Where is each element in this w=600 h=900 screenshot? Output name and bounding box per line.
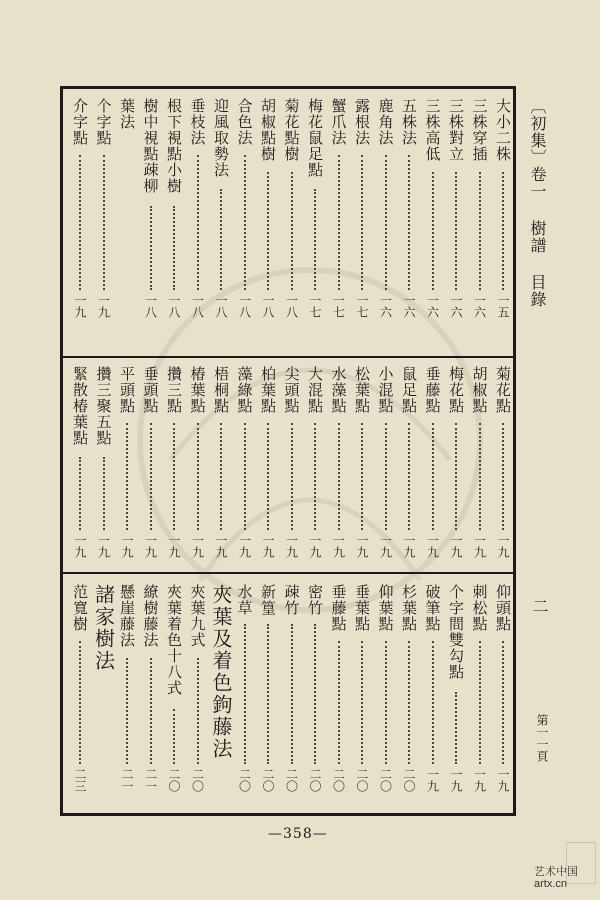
toc-entry-page: 一九 [425, 534, 440, 558]
toc-entry-title: 繚樹藤法 [141, 584, 160, 648]
toc-entry-title: 平頭點 [118, 366, 136, 414]
leader-dots [338, 423, 340, 530]
toc-entry-title: 大小二株 [494, 98, 512, 162]
leader-dots [126, 423, 128, 530]
site-logo-url: artx.cn [534, 878, 568, 890]
toc-entry-title: 大混點 [306, 366, 324, 414]
toc-entry-page: 一九 [284, 534, 299, 558]
leader-dots [126, 658, 128, 764]
leader-dots [173, 206, 175, 290]
toc-entry-page: 二〇 [237, 768, 252, 792]
toc-entry-title: 仰葉點 [376, 584, 395, 632]
toc-entry-title: 柏葉點 [259, 366, 277, 414]
leader-dots [385, 641, 387, 764]
leader-dots [314, 189, 316, 290]
site-logo [534, 866, 578, 890]
leader-dots [408, 641, 410, 764]
toc-entry-page: 二〇 [331, 768, 346, 792]
toc-entry-title: 梧桐點 [212, 366, 230, 414]
toc-entry-title: 合色法 [235, 98, 254, 146]
toc-entry-page: 一九 [355, 534, 369, 558]
toc-entry-title: 五株法 [400, 98, 418, 146]
toc-entry-page: 二一 [143, 768, 158, 792]
leader-dots [338, 155, 340, 290]
leader-dots [244, 423, 246, 530]
section-divider [60, 356, 516, 358]
toc-entry-page: 一九 [96, 534, 111, 558]
toc-entry-title: 露根法 [353, 98, 371, 146]
leader-dots [291, 172, 293, 290]
section-divider [60, 572, 516, 574]
leader-dots [455, 692, 457, 764]
toc-entry-page: 一九 [496, 768, 510, 792]
leader-dots [432, 172, 434, 290]
toc-entry-title: 刺松點 [470, 584, 489, 632]
leader-dots [267, 423, 269, 530]
leader-dots [408, 155, 410, 290]
toc-entry-title: 尖頭點 [282, 366, 301, 414]
toc-entry-page: 二〇 [167, 768, 181, 792]
leader-dots [314, 423, 316, 530]
toc-entry-page: 一八 [261, 294, 275, 318]
leader-dots [197, 155, 199, 290]
leader-dots [479, 172, 481, 290]
toc-entry-title: 松葉點 [353, 366, 371, 414]
toc-entry-page: 一八 [167, 294, 181, 318]
toc-entry-page: 一七 [308, 294, 322, 318]
toc-entry-page: 一六 [425, 294, 440, 318]
toc-entry-page: 一六 [472, 294, 487, 318]
toc-entry-title: 鹿角法 [376, 98, 395, 146]
toc-entry-page: 一九 [237, 534, 252, 558]
leader-dots [150, 423, 152, 530]
leader-dots [502, 641, 504, 764]
leader-dots [361, 155, 363, 290]
leader-dots [502, 423, 504, 530]
leader-dots [103, 155, 105, 290]
toc-entry-title: 个字間雙勾點 [447, 584, 465, 680]
toc-entry-page: 二〇 [308, 768, 322, 792]
toc-entry-title: 密竹 [306, 584, 324, 616]
leader-dots [408, 423, 410, 530]
toc-entry-page: 二〇 [284, 768, 299, 792]
toc-entry-title: 攢三點 [165, 366, 183, 414]
leader-dots [385, 423, 387, 530]
toc-entry-page: 一九 [73, 534, 87, 558]
leader-dots [432, 641, 434, 764]
toc-entry-title: 椿葉點 [188, 366, 207, 414]
leader-dots [150, 206, 152, 290]
leader-dots [173, 423, 175, 530]
toc-entry-page: 一八 [190, 294, 205, 318]
leader-dots [267, 624, 269, 764]
leader-dots [79, 457, 81, 530]
leader-dots [291, 624, 293, 764]
toc-entry-page: 一九 [143, 534, 158, 558]
toc-entry-page: 二〇 [190, 768, 205, 792]
section-marker: 二 [530, 598, 549, 615]
leader-dots [455, 172, 457, 290]
toc-entry-title: 藻綠點 [235, 366, 254, 414]
leader-dots [267, 172, 269, 290]
toc-entry-page: 一九 [167, 534, 181, 558]
leader-dots [479, 641, 481, 764]
leader-dots [455, 423, 457, 530]
toc-entry-title: 樹中視點疎柳 [141, 98, 160, 194]
leader-dots [502, 172, 504, 290]
toc-entry-title: 夾葉九式 [188, 584, 207, 648]
toc-entry-title: 夾葉着色十八式 [165, 584, 183, 696]
toc-entry-title: 仰頭點 [494, 584, 512, 632]
leader-dots [79, 155, 81, 290]
toc-entry-title: 水草 [235, 584, 254, 616]
toc-entry-title: 介字點 [71, 98, 89, 146]
toc-entry-title: 胡椒點樹 [259, 98, 277, 162]
toc-entry-title: 三株穿插 [470, 98, 489, 162]
leader-dots [291, 423, 293, 530]
toc-entry-title: 迎風取勢法 [212, 98, 230, 178]
toc-entry-page: 一九 [449, 534, 463, 558]
leader-dots [361, 641, 363, 764]
site-logo-cn: 艺术中国 [534, 866, 578, 878]
leader-dots [220, 423, 222, 530]
toc-entry-page: 一七 [355, 294, 369, 318]
toc-entry-title: 杉葉點 [400, 584, 418, 632]
toc-entry-title: 垂頭點 [141, 366, 160, 414]
toc-entry-title: 懸崖藤法 [118, 584, 136, 648]
toc-entry-page: 一九 [73, 294, 87, 318]
leader-dots [314, 624, 316, 764]
page-folio: —358— [268, 826, 328, 842]
toc-entry-page: 一九 [120, 534, 134, 558]
toc-section-heading: 夾葉及着色鉤藤法 [209, 584, 233, 760]
toc-entry-page: 一七 [331, 294, 346, 318]
toc-entry-page: 二〇 [402, 768, 416, 792]
leader-dots [244, 155, 246, 290]
toc-entry-title: 垂藤點 [423, 366, 442, 414]
toc-entry-title: 垂葉點 [353, 584, 371, 632]
toc-entry-title: 菊花點樹 [282, 98, 301, 162]
toc-entry-title: 根下視點小樹 [165, 98, 183, 194]
toc-entry-title: 垂枝法 [188, 98, 207, 146]
toc-entry-title: 梅花點 [447, 366, 465, 414]
toc-entry-title: 胡椒點 [470, 366, 489, 414]
toc-entry-page: 一九 [449, 768, 463, 792]
toc-entry-title: 三株對立 [447, 98, 465, 162]
toc-entry-title: 三株高低 [423, 98, 442, 162]
toc-entry-title: 范寬樹 [71, 584, 89, 632]
toc-entry-page: 一九 [261, 534, 275, 558]
toc-entry-page: 二〇 [378, 768, 393, 792]
toc-entry-page: 一九 [190, 534, 205, 558]
toc-entry-page: 一六 [402, 294, 416, 318]
leader-dots [79, 641, 81, 764]
toc-entry-title: 疎竹 [282, 584, 301, 616]
leader-dots [197, 658, 199, 764]
toc-entry-page: 一九 [425, 768, 440, 792]
toc-entry-page: 一五 [496, 294, 510, 318]
toc-entry-title: 水藻點 [329, 366, 348, 414]
toc-entry-title: 梅花鼠足點 [306, 98, 324, 178]
leader-dots [338, 641, 340, 764]
leader-dots [385, 155, 387, 290]
toc-entry-page: 一八 [143, 294, 158, 318]
leader-dots [244, 624, 246, 764]
toc-entry-title: 鼠足點 [400, 366, 418, 414]
leader-dots [432, 423, 434, 530]
toc-entry-page: 一九 [214, 534, 228, 558]
toc-entry-page: 一九 [331, 534, 346, 558]
toc-entry-page: 一九 [402, 534, 416, 558]
toc-entry-page: 一九 [472, 534, 487, 558]
toc-entry-title: 个字點 [94, 98, 113, 146]
toc-entry-page: 一九 [496, 534, 510, 558]
leader-dots [361, 423, 363, 530]
page-label: 第一一頁 [535, 714, 549, 762]
leader-dots [173, 709, 175, 764]
toc-entry-page: 一九 [96, 294, 111, 318]
toc-entry-title: 菊花點 [494, 366, 512, 414]
toc-entry-title: 攢三聚五點 [94, 366, 113, 446]
toc-entry-title: 破筆點 [423, 584, 442, 632]
toc-entry-page: 二一 [120, 768, 134, 792]
toc-entry-page: 一六 [449, 294, 463, 318]
toc-entry-page: 一九 [378, 534, 393, 558]
toc-entry-title: 垂藤點 [329, 584, 348, 632]
toc-entry-page: 一六 [378, 294, 393, 318]
toc-entry-title: 蟹爪法 [329, 98, 348, 146]
toc-entry-title: 新篁 [259, 584, 277, 616]
toc-entry-page: 二〇 [355, 768, 369, 792]
page-title: 〔初集〕卷一 樹譜 目錄 [528, 98, 547, 308]
toc-entry-page: 一八 [214, 294, 228, 318]
toc-entry-page: 二三 [73, 768, 87, 792]
toc-entry-title: 緊散椿葉點 [71, 366, 89, 446]
toc-entry-page: 一八 [284, 294, 299, 318]
toc-section-heading: 諸家樹法 [91, 584, 116, 672]
toc-entry-page: 一八 [237, 294, 252, 318]
toc-entry-page: 一九 [472, 768, 487, 792]
toc-entry-page: 二〇 [261, 768, 275, 792]
toc-entry-title: 小混點 [376, 366, 395, 414]
table-frame [60, 86, 516, 816]
leader-dots [479, 423, 481, 530]
leader-dots [150, 658, 152, 764]
leader-dots [103, 457, 105, 530]
toc-entry-title: 葉法 [118, 98, 136, 130]
leader-dots [197, 423, 199, 530]
toc-entry-page: 一九 [308, 534, 322, 558]
leader-dots [220, 189, 222, 290]
